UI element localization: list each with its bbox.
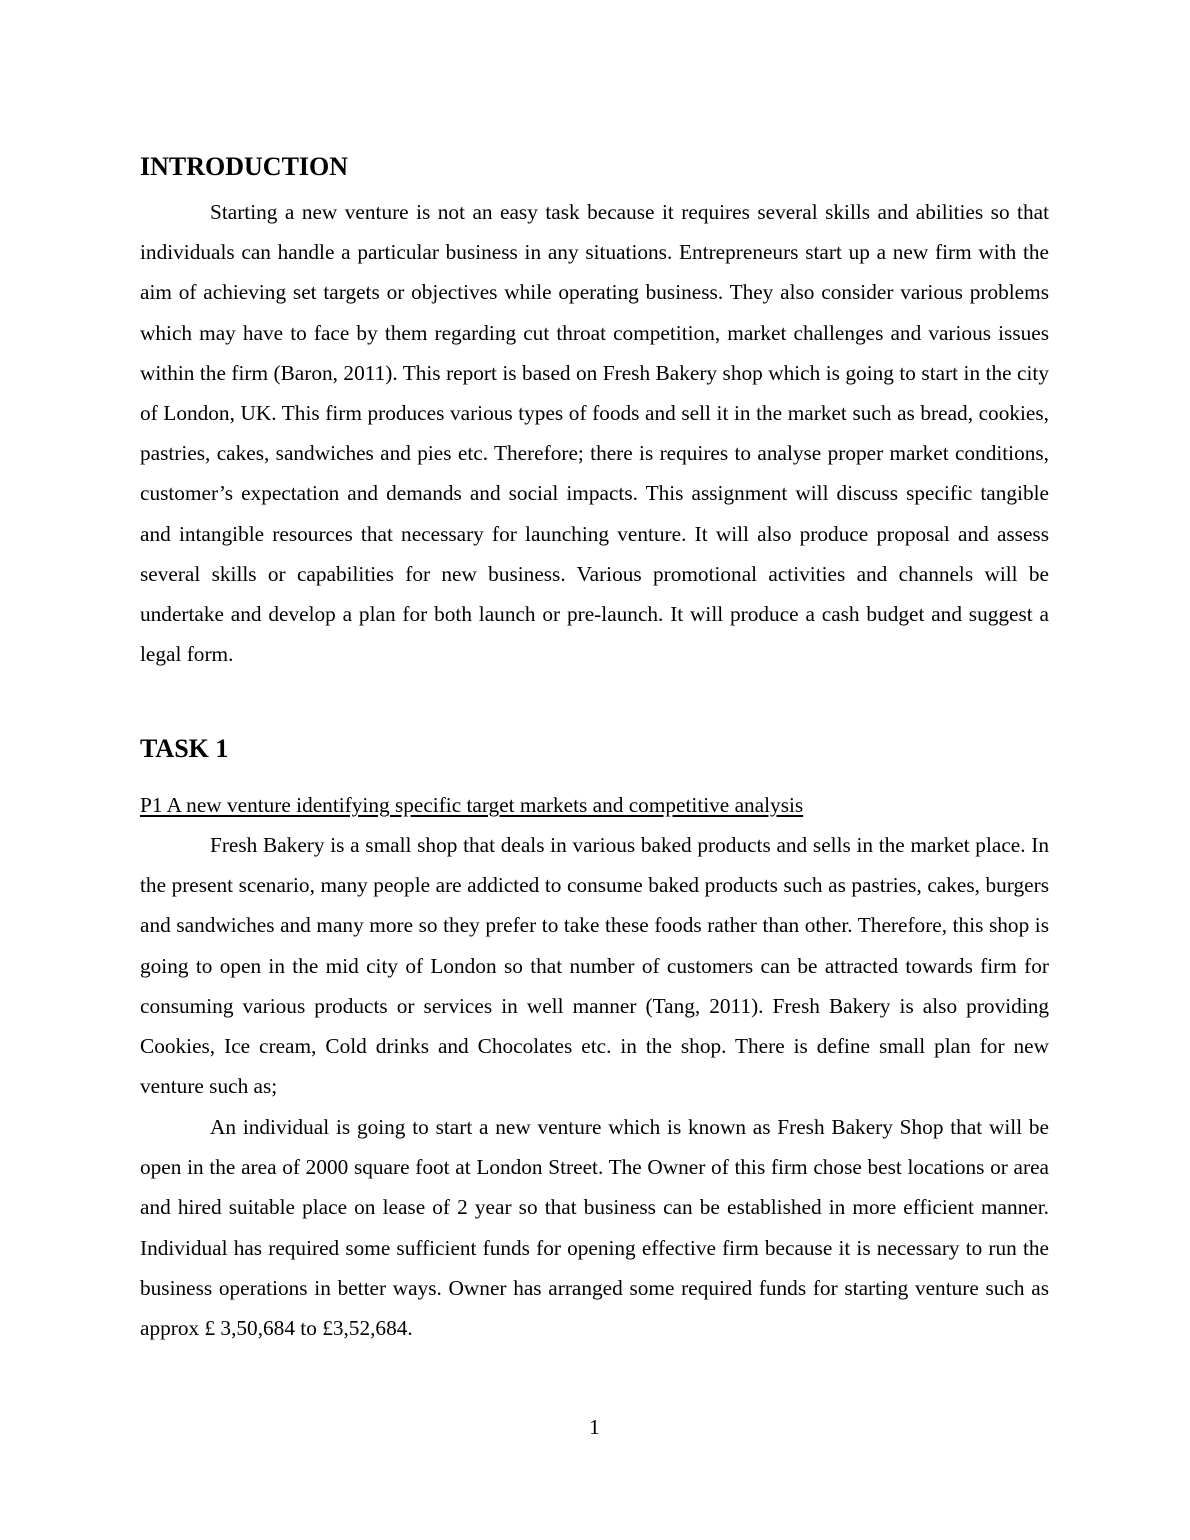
page-number: 1: [589, 1415, 600, 1439]
p1-subheading: P1 A new venture identifying specific target markets and competitive analysis: [140, 793, 804, 817]
task1-heading: TASK 1: [140, 734, 229, 763]
p1-paragraph-first: Fresh Bakery is a small shop that deals in various baked products and sells in the market place. In the present scenario, many people are addicted to consume baked products such as pastries, cakes, burgers and sandwiches and many more so they prefer to take these foods rather than other. Therefore, this shop is going to open in the mid city of London so that number of customers can be attracted towards firm for consuming various products or services in well manner (Tang, 2011). Fresh Bakery is also providing Cookies, Ice cream, Cold drinks and Chocolates etc. in the shop. There is define small plan for new venture such as;: [140, 833, 1049, 1099]
document-page: [140, 0, 1049, 1540]
p1-paragraph-second: An individual is going to start a new venture which is known as Fresh Bakery Shop that will be open in the area of 2000 square foot at London Street. The Owner of this firm chose best locations or area and hired suitable place on lease of 2 year so that business can be established in more efficient manner. Individual has required some sufficient funds for opening effective firm because it is necessary to run the business operations in better ways. Owner has arranged some required funds for starting venture such as approx £ 3,50,684 to £3,52,684.: [140, 1115, 1049, 1341]
introduction-paragraph: Starting a new venture is not an easy task because it requires several skills and abilities so that individuals can handle a particular business in any situations. Entrepreneurs start up a new firm with the aim of achieving set targets or objectives while operating business. They also consider various problems which may have to face by them regarding cut throat competition, market challenges and various issues within the firm (Baron, 2011). This report is based on Fresh Bakery shop which is going to start in the city of London, UK. This firm produces various types of foods and sell it in the market such as bread, cookies, pastries, cakes, sandwiches and pies etc. Therefore; there is requires to analyse proper market conditions, customer’s expectation and demands and social impacts. This assignment will discuss specific tangible and intangible resources that necessary for launching venture. It will also produce proposal and assess several skills or capabilities for new business. Various promotional activities and channels will be undertake and develop a plan for both launch or pre-launch. It will produce a cash budget and suggest a legal form.: [140, 200, 1049, 667]
introduction-heading: INTRODUCTION: [140, 152, 349, 181]
